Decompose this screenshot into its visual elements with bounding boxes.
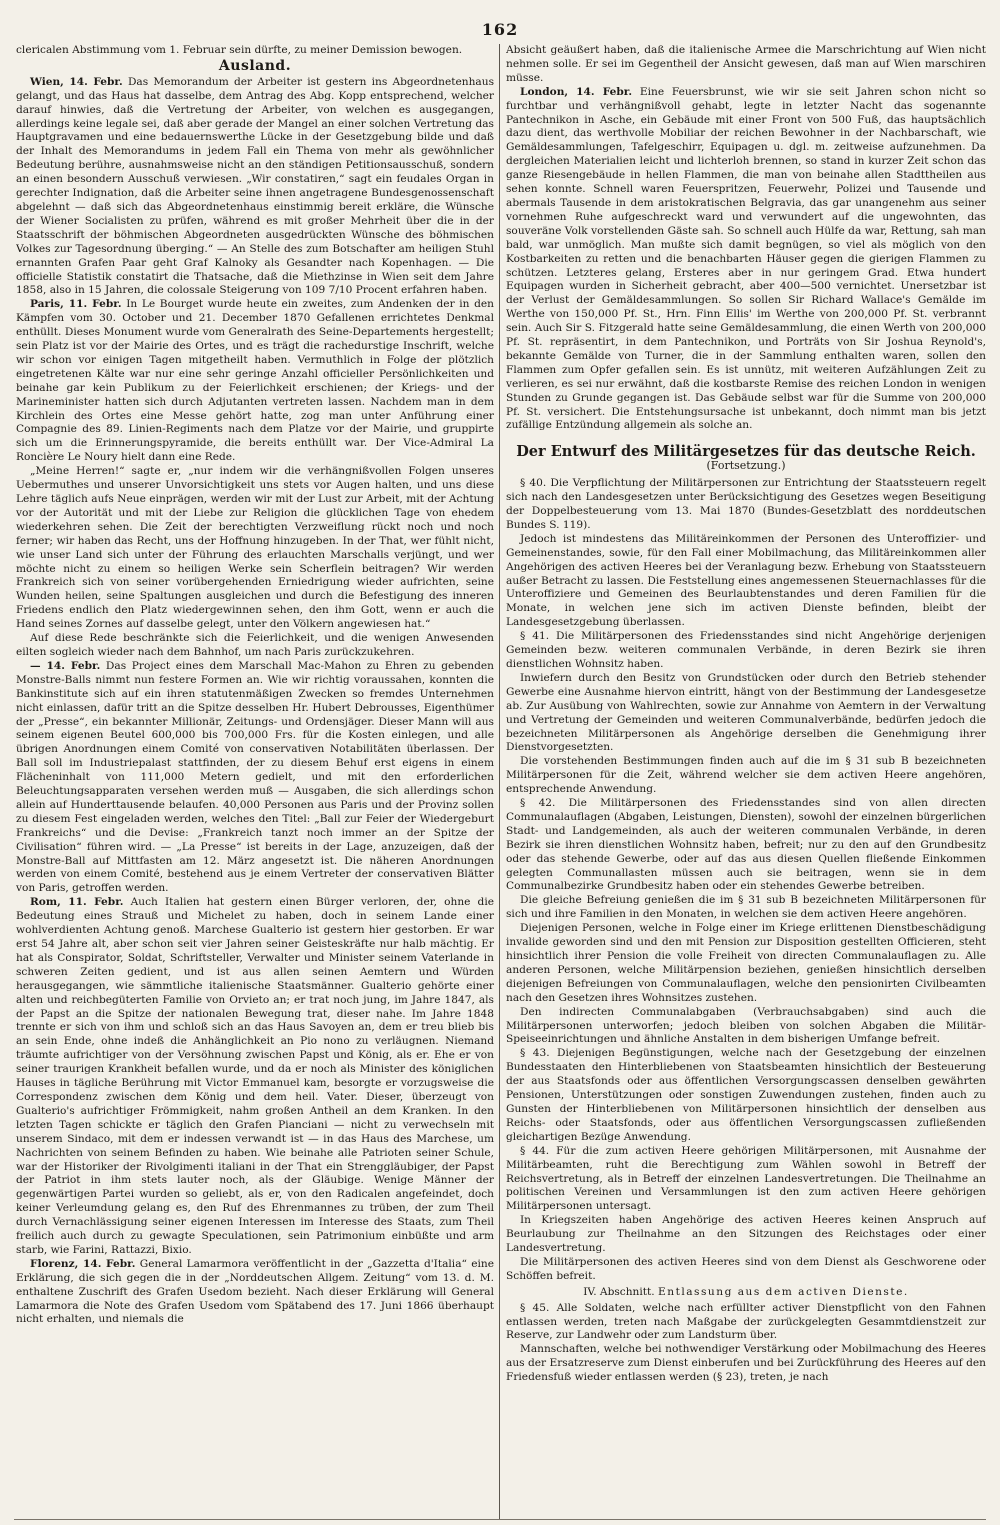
law-subheadline: (Fortsetzung.) bbox=[706, 459, 786, 473]
section-heading-ausland: Ausland. bbox=[218, 57, 292, 74]
article bbox=[16, 632, 494, 660]
law-paragraph: Jedoch ist mindestens das Militäreinkommen der Personen des Unteroffizier- und Gemeinenstandes, sowie, für den Fall einer Mobilmachung, das Militäreinkommen aller Angehörigen des activen Heeres bei der Veranlagung bezw. Erhebung von Staatssteuern außer Betracht zu lassen. Die Feststellung eines angemessenen Steuernachlasses für die Unteroffiziere und Gemeinen des Beurlaubtenstandes und deren Familien für die Monate, in welchen jene sich im activen Dienste befinden, bleibt der Landesgesetzgebung überlassen. bbox=[506, 532, 986, 629]
law-paragraph: § 43. Diejenigen Begünstigungen, welche nach der Gesetzgebung der einzelnen Bundesstaaten den Hinterbliebenen von Staatsbeamten hinsichtlich der Besteuerung der aus Staatsfonds oder aus öffentlichen Versorgungscassen denselben gewährten Pensionen, Unterstützungen oder sonstigen Zuwendungen zustehen, finden auch zu Gunsten der Hinterbliebenen von Militärpersonen hinsichtlich der denselben aus Reichs- oder Staatsfonds, oder aus öffentlichen Versorgungscassen zufließenden gleichartigen Bezüge Anwendung. bbox=[506, 1047, 986, 1143]
chapter-title: Entlassung aus dem activen Dienste. bbox=[658, 1285, 909, 1298]
article-text: Das Project eines dem Marschall Mac-Mahon zu Ehren zu gebenden Monstre-Balls nimmt nun festere Formen an. Wie wir richtig voraussahen, konnten die Bankinstitute sich auf ein ihren statutenmäßigen Zwecken so fremdes Unternehmen nicht einlassen, dafür tritt an die Spitze desselben Hr. Hubert Debrousses, Eigenthümer der „Presse“, ein bekannter Millionär, Zeitungs- und Ordensjäger. Dieser Mann will aus seinem eigenen Beutel 600,000 bis 700,000 Frs. für die Kosten einlegen, und alle übrigen Anordnungen einem Comité von conservativen Notabilitäten überlassen. Der Ball soll im Industriepalast stattfinden, der zu diesem Behuf erst eigens in einem Flächeninhalt von 111,000 Metern gedielt, und mit den erforderlichen Beleuchtungsapparaten versehen werden muß — Ausgaben, die sich allerdings schon allein auf Hunderttausende belaufen. 40,000 Personen aus Paris und der Provinz sollen zu diesem Fest eingeladen werden, welches den Titel: „Ball zur Feier der Wiedergeburt Frankreichs“ und die Devise: „Frankreich tanzt noch immer an der Spitze der Civilisation“ führen wird. — „La Presse“ ist bereits in der Lage, anzuzeigen, daß der Monstre-Ball auf Mittfasten am 12. März angesetzt ist. Die näheren Anordnungen werden von einem Comité, bestehend aus je einem Vertreter der conservativen Blätter von Paris, getroffen werden. bbox=[16, 659, 494, 895]
chapter-label: IV. Abschnitt. bbox=[583, 1285, 655, 1298]
article-dateline: Rom, 11. Febr. bbox=[30, 896, 124, 909]
law-headline: Der Entwurf des Militärgesetzes für das deutsche Reich. bbox=[516, 443, 976, 461]
final-paragraphs bbox=[506, 1302, 986, 1385]
page-number: 162 bbox=[481, 20, 519, 39]
article-text: „Meine Herren!“ sagte er, „nur indem wir die verhängnißvollen Folgen unseres Uebermuthes und unserer Unvorsichtigkeit uns stets vor Augen halten, und uns diese Lehre täglich aufs Neue einprägen, werden wir mit der Lust zur Arbeit, mit der Achtung vor der Autorität und mit der Liebe zur Religion die glücklichen Tage von ehedem wiederkehren sehen. Die Zeit der berechtigten Verzweiflung rückt noch und noch ferner; wir haben das Recht, uns der Hoffnung hinzugeben. In der That, wer fühlt nicht, wie unser Land sich unter der Führung des erlauchten Marschalls verjüngt, und wer möchte nicht zu einem so heiligen Werke sein Scherflein beitragen? Wir werden Frankreich sich von seiner vorübergehenden Erniedrigung wieder aufrichten, seine Wunden heilen, seine Spaltungen ausgleichen und durch die Befestigung des inneren Friedens endlich den Platz wiedergewinnen sehen, den ihm Gott, wenn er auch die Hand seines Zornes auf dasselbe gelegt, unter den Völkern angewiesen hat.“ bbox=[16, 465, 494, 631]
law-paragraph: § 44. Für die zum activen Heere gehörigen Militärpersonen, mit Ausnahme der Militärbeamten, ruht die Berechtigung zum Wählen sowohl in Betreff der Reichsvertretung, als in Betreff der einzelnen Landesvertretungen. Die Theilnahme an politischen Vereinen und Versammlungen ist den zum activen Heere gehörigen Militärpersonen untersagt. bbox=[506, 1144, 986, 1213]
article bbox=[16, 298, 494, 465]
law-paragraph: Die Militärpersonen des activen Heeres sind von dem Dienst als Geschworene oder Schöffen befreit. bbox=[506, 1255, 986, 1282]
law-paragraph: Die vorstehenden Bestimmungen finden auch auf die im § 31 sub B bezeichneten Militärpersonen für die Zeit, während welcher sie dem activen Heere angehören, entsprechende Anwendung. bbox=[506, 755, 986, 796]
law-paragraph: Die gleiche Befreiung genießen die im § 31 sub B bezeichneten Militärpersonen für sich und ihre Familien in den Monaten, in welchen sie dem activen Heere angehören. bbox=[506, 894, 986, 921]
law-paragraph: § 42. Die Militärpersonen des Friedensstandes sind von allen directen Communalauflagen (Abgaben, Leistungen, Diensten), sowohl der einzelnen bürgerlichen Stadt- und Landgemeinden, als auch der weiteren communalen Verbände, in deren Bezirk sie ihren dienstlichen Wohnsitz haben, befreit; nur zu den auf den Grundbesitz oder das stehende Gewerbe, oder auf das aus diesen Quellen fließende Einkommen gelegten Communallasten müssen auch sie beitragen, wenn sie in dem Communalbezirke Grundbesitz haben oder ein stehendes Gewerbe betreiben. bbox=[506, 797, 986, 893]
article-dateline: Florenz, 14. Febr. bbox=[30, 1257, 136, 1270]
law-paragraph: Den indirecten Communalabgaben (Verbrauchsabgaben) sind auch die Militärpersonen unterworfen; jedoch bleiben von solchen Abgaben die Militär-Speiseeinrichtungen und ähnliche Anstalten in dem bisherigen Umfange befreit. bbox=[506, 1005, 986, 1046]
article-london-text: Eine Feuersbrunst, wie wir sie seit Jahren schon nicht so furchtbar und verhängnißvoll gehabt, legte in letzter Nacht das sogenannte Pantechnikon in Asche, ein Gebäude mit einer Front von 500 Fuß, das hauptsächlich dazu dient, das werthvolle Mobiliar der reichen Bewohner in der Nachbarschaft, wie Gemäldesammlungen, Tafelgeschirr, Equipagen u. dgl. m. zeitweise aufzunehmen. Da dergleichen Materialien leicht und lichterloh brennen, so stand in kurzer Zeit schon das ganze Riesengebäude in hellen Flammen, die man von beinahe allen Stadttheilen aus sehen konnte. Schnell waren Feuerspritzen, Feuerwehr, Polizei und Tausende und abermals Tausende in dem aristokratischen Belgravia, das gar unangenehm aus seiner vornehmen Ruhe aufgeschreckt ward und verwundert auf die ungewohnten, das souveräne Volk vorstellenden Gäste sah. So schnell auch Hülfe da war, Rettung, sah man bald, war unmöglich. Man mußte sich damit begnügen, so viel als möglich von den Kostbarkeiten zu retten und die benachbarten Häuser gegen die gierigen Flammen zu schützen. Letzteres gelang, Ersteres aber in nur geringem Grad. Etwa hundert Equipagen wurden in Sicherheit gebracht, aber 400—500 vernichtet. Unersetzbar ist der Verlust der Gemäldesammlungen. So sollen Sir Richard Wallace's Gemälde im Werthe von 150,000 Pf. St., Hrn. Finn Ellis' im Werthe von 200,000 Pf. St. verbrannt sein. Auch Sir S. Fitzgerald hatte seine Gemäldesammlung, die einen Werth von 200,000 Pf. St. repräsentirt, in dem Pantechnikon, und Porträts von Sir Joshua Reynold's, bekannte Gemälde von Turner, die in der Sammlung enthalten waren, sollen den Flammen zum Opfer gefallen sein. Es ist unnütz, mit weiteren Aufzählungen Zeit zu verlieren, es sei nur erwähnt, daß die kostbarste Remise des reichen London in wenigen Stunden zu Grunde gegangen ist. Das Gebäude selbst war für die Summe von 200,000 Pf. St. versichert. Die Entstehungsursache ist unbekannt, doch nimmt man bis jetzt zufällige Entzündung allgemein als solche an. bbox=[506, 85, 986, 432]
article bbox=[16, 76, 494, 299]
column-divider bbox=[499, 44, 500, 1520]
right-column bbox=[506, 44, 986, 1520]
article bbox=[16, 1258, 494, 1328]
law-paragraph: Inwiefern durch den Besitz von Grundstücken oder durch den Betrieb stehender Gewerbe eine Ausnahme hiervon eintritt, hängt von der Bestimmung der Landesgesetze ab. Zur Ausübung von Wahlrechten, sowie zur Annahme von Aemtern in der Verwaltung und Vertretung der Gemeinden und weiteren Communalverbände, bedürfen jedoch die bezeichneten Militärpersonen als Angehörige derselben die Genehmigung ihrer Dienstvorgesetzten. bbox=[506, 671, 986, 754]
article bbox=[16, 465, 494, 632]
right-intro: Absicht geäußert haben, daß die italienische Armee die Marschrichtung auf Wien nicht nehmen solle. Er sei im Gegentheil der Ansicht gewesen, daß man auf Wien marschiren müsse. bbox=[506, 44, 986, 84]
law-paragraph: § 41. Die Militärpersonen des Friedensstandes sind nicht Angehörige derjenigen Gemeinden bezw. weiteren communalen Verbände, in deren Bezirk sie ihren dienstlichen Wohnsitz haben. bbox=[506, 630, 986, 670]
article-text: Auch Italien hat gestern einen Bürger verloren, der, ohne die Bedeutung eines Strauß und Michelet zu haben, doch in seinem Lande einer wohlverdienten Achtung genoß. Marchese Gualterio ist gestern hier gestorben. Er war erst 54 Jahre alt, aber schon seit vier Jahren seiner Geisteskräfte nur halb mächtig. Er hat als Conspirator, Soldat, Schriftsteller, Verwalter und Minister seinem Vaterlande in schweren Zeiten gedient, und ist aus allen seinen Aemtern und Würden herausgegangen, wie sämmtliche italienische Staatsmänner. Gualterio gehörte einer alten und reichbegüterten Familie von Orvieto an; er trat noch jung, im Jahre 1847, als der Papst an die Spitze der nationalen Bewegung trat, dieser nahe. Im Jahre 1848 trennte er sich von ihm und schloß sich an das Haus Savoyen an, dem er treu blieb bis an sein Ende, ohne indeß die Anhänglichkeit an Pio nono zu verläugnen. Niemand träumte aufrichtiger von der Versöhnung zwischen Papst und König, als er. Ehe er von seiner traurigen Krankheit befallen wurde, und da er noch als Minister des königlichen Hauses in tägliche Berührung mit Victor Emmanuel kam, besorgte er vorzugsweise die Correspondenz zwischen dem König und dem heil. Vater. Dieser, überzeugt von Gualterio's aufrichtiger Frömmigkeit, nahm großen Antheil an dem Kranken. In den letzten Tagen schickte er täglich den Grafen Pianciani — nicht zu verwechseln mit unserem Sindaco, mit dem er indessen verwandt ist — in das Haus des Marchese, um Nachrichten von seinem Befinden zu haben. Wie beinahe alle Patrioten seiner Schule, war der Historiker der Rivolgimenti italiani in der That ein Strenggläubiger, der Papst der Patriot in ihm stets lauter noch, als der Gläubige. Wenige Männer der gegenwärtigen Partei wurden so geliebt, als er, von den Radicalen angefeindet, doch keiner Verleumdung gelang es, den Ruf des Ehrenmannes zu trüben, der zum Theil durch Vernachlässigung seiner eigenen Interessen im Interesse des Staats, zum Theil freilich auch durch zu gewagte Speculationen, sein Patrimonium einbüßte und arm starb, wie Farini, Rattazzi, Bixio. bbox=[16, 896, 494, 1256]
article bbox=[16, 896, 494, 1258]
article-text: Das Memorandum der Arbeiter ist gestern ins Abgeordnetenhaus gelangt, und das Haus hat dasselbe, dem Antrag des Abg. Kopp entsprechend, welcher darauf hinwies, daß die Vertretung der Arbeiter, von welchen es ausgegangen, allerdings keine legale sei, daß aber gerade der Mangel an einer solchen Vertretung das Hauptgravamen und eine bedauernswerthe Lücke in der Gesetzgebung bilde und daß der Inhalt des Memorandums in jedem Fall ein Thema von mehr als gewöhnlicher Bedeutung berühre, ausnahmsweise nicht an den ständigen Petitionsausschuß, sondern an einen besondern Ausschuß verwiesen. „Wir constatiren,“ sagt ein feudales Organ in gerechter Indignation, daß die Arbeiter seine ihnen angetragene Bundesgenossenschaft abgelehnt — daß sich das Abgeordnetenhaus einstimmig bereit erkläre, die Wünsche der Wiener Socialisten zu prüfen, während es mit großer Mehrheit über die in der Staatsschrift der böhmischen Abgeordneten ausgedrückten Wünsche des böhmischen Volkes zur Tagesordnung überging.“ — An Stelle des zum Botschafter am heiligen Stuhl ernannten Grafen Paar geht Graf Kalnoky als Gesandter nach Kopenhagen. — Die officielle Statistik constatirt die Thatsache, daß die Miethzinse in Wien seit dem Jahre 1858, also in 15 Jahren, die colossale Steigerung von 109 7/10 Procent erfahren haben. bbox=[16, 75, 494, 297]
article-text: In Le Bourget wurde heute ein zweites, zum Andenken der in den Kämpfen vom 30. October und 21. December 1870 Gefallenen errichtetes Denkmal enthüllt. Dieses Monument wurde vom Generalrath des Seine-Departements hergestellt; sein Platz ist vor der Mairie des Ortes, und es trägt die rachedurstige Inschrift, welche wir schon vor einigen Tagen mitgetheilt haben. Vermuthlich in Folge der plötzlich eingetretenen Kälte war nur eine sehr geringe Anzahl officieller Persönlichkeiten und beinahe gar kein Publikum zu der Feierlichkeit erschienen; der Kriegs- und der Marineminister hatten sich durch Adjutanten vertreten lassen. Nachdem man in dem Kirchlein des Ortes eine Messe gehört hatte, zog man unter Anführung einer Compagnie des 89. Linien-Regiments nach dem Platze vor der Mairie, und gruppirte sich um die Erinnerungspyramide, die bereits enthüllt war. Der Vice-Admiral La Roncière Le Noury hielt dann eine Rede. bbox=[16, 298, 494, 464]
law-paragraph: Mannschaften, welche bei nothwendiger Verstärkung oder Mobilmachung des Heeres aus der Ersatzreserve zum Dienst einberufen und bei Zurückführung des Heeres auf den Friedensfuß wieder entlassen werden (§ 23), treten, je nach bbox=[506, 1343, 986, 1384]
left-articles bbox=[16, 76, 494, 1328]
chapter-heading bbox=[506, 1286, 986, 1300]
left-intro: clericalen Abstimmung vom 1. Februar sein dürfte, zu meiner Demission bewogen. bbox=[16, 44, 463, 56]
article-text: Auf diese Rede beschränkte sich die Feierlichkeit, und die wenigen Anwesenden eilten sogleich wieder nach dem Bahnhof, um nach Paris zurückzukehren. bbox=[16, 632, 494, 658]
law-paragraphs bbox=[506, 477, 986, 1284]
dateline-london: London, 14. Febr. bbox=[520, 85, 633, 98]
article-dateline: — 14. Febr. bbox=[30, 659, 101, 672]
article bbox=[16, 660, 494, 896]
article-london bbox=[506, 86, 986, 434]
law-paragraph: § 45. Alle Soldaten, welche nach erfüllter activer Dienstpflicht von den Fahnen entlassen werden, treten nach Maßgabe der zurückgelegten Gesammtdienstzeit zur Reserve, zur Landwehr oder zum Landsturm über. bbox=[506, 1301, 986, 1342]
article-text: General Lamarmora veröffentlicht in der „Gazzetta d'Italia“ eine Erklärung, die sich gegen die in der „Norddeutschen Allgem. Zeitung“ vom 13. d. M. enthaltene Zuschrift des Grafen Usedom bezieht. Nach dieser Erklärung will General Lamarmora die Note des Grafen Usedom vom Spätabend des 17. Juni 1866 überhaupt nicht erhalten, und niemals die bbox=[16, 1257, 494, 1326]
law-paragraph: Diejenigen Personen, welche in Folge einer im Kriege erlittenen Dienstbeschädigung invalide geworden sind und den mit Pension zur Disposition gestellten Officieren, steht hinsichtlich ihrer Pension die volle Freiheit von directen Communalauflagen zu. Alle anderen Personen, welche Militärpension beziehen, genießen hinsichtlich derselben diejenigen Befreiungen von Communalauflagen, welche den pensionirten Civilbeamten nach den Gesetzen ihres Wohnsitzes zustehen. bbox=[506, 922, 986, 1004]
law-paragraph: In Kriegszeiten haben Angehörige des activen Heeres keinen Anspruch auf Beurlaubung zur Theilnahme an den Sitzungen des Reichstages oder einer Landesvertretung. bbox=[506, 1214, 986, 1255]
article-dateline: Paris, 11. Febr. bbox=[30, 298, 122, 311]
article-dateline: Wien, 14. Febr. bbox=[30, 75, 123, 88]
left-column bbox=[16, 44, 494, 1520]
law-paragraph: § 40. Die Verpflichtung der Militärpersonen zur Entrichtung der Staatssteuern regelt sich nach den Landesgesetzen unter Berücksichtigung des Gesetzes wegen Beseitigung der Doppelbesteuerung vom 13. Mai 1870 (Bundes-Gesetzblatt des norddeutschen Bundes S. 119). bbox=[506, 477, 986, 531]
bottom-rule bbox=[14, 1519, 986, 1520]
